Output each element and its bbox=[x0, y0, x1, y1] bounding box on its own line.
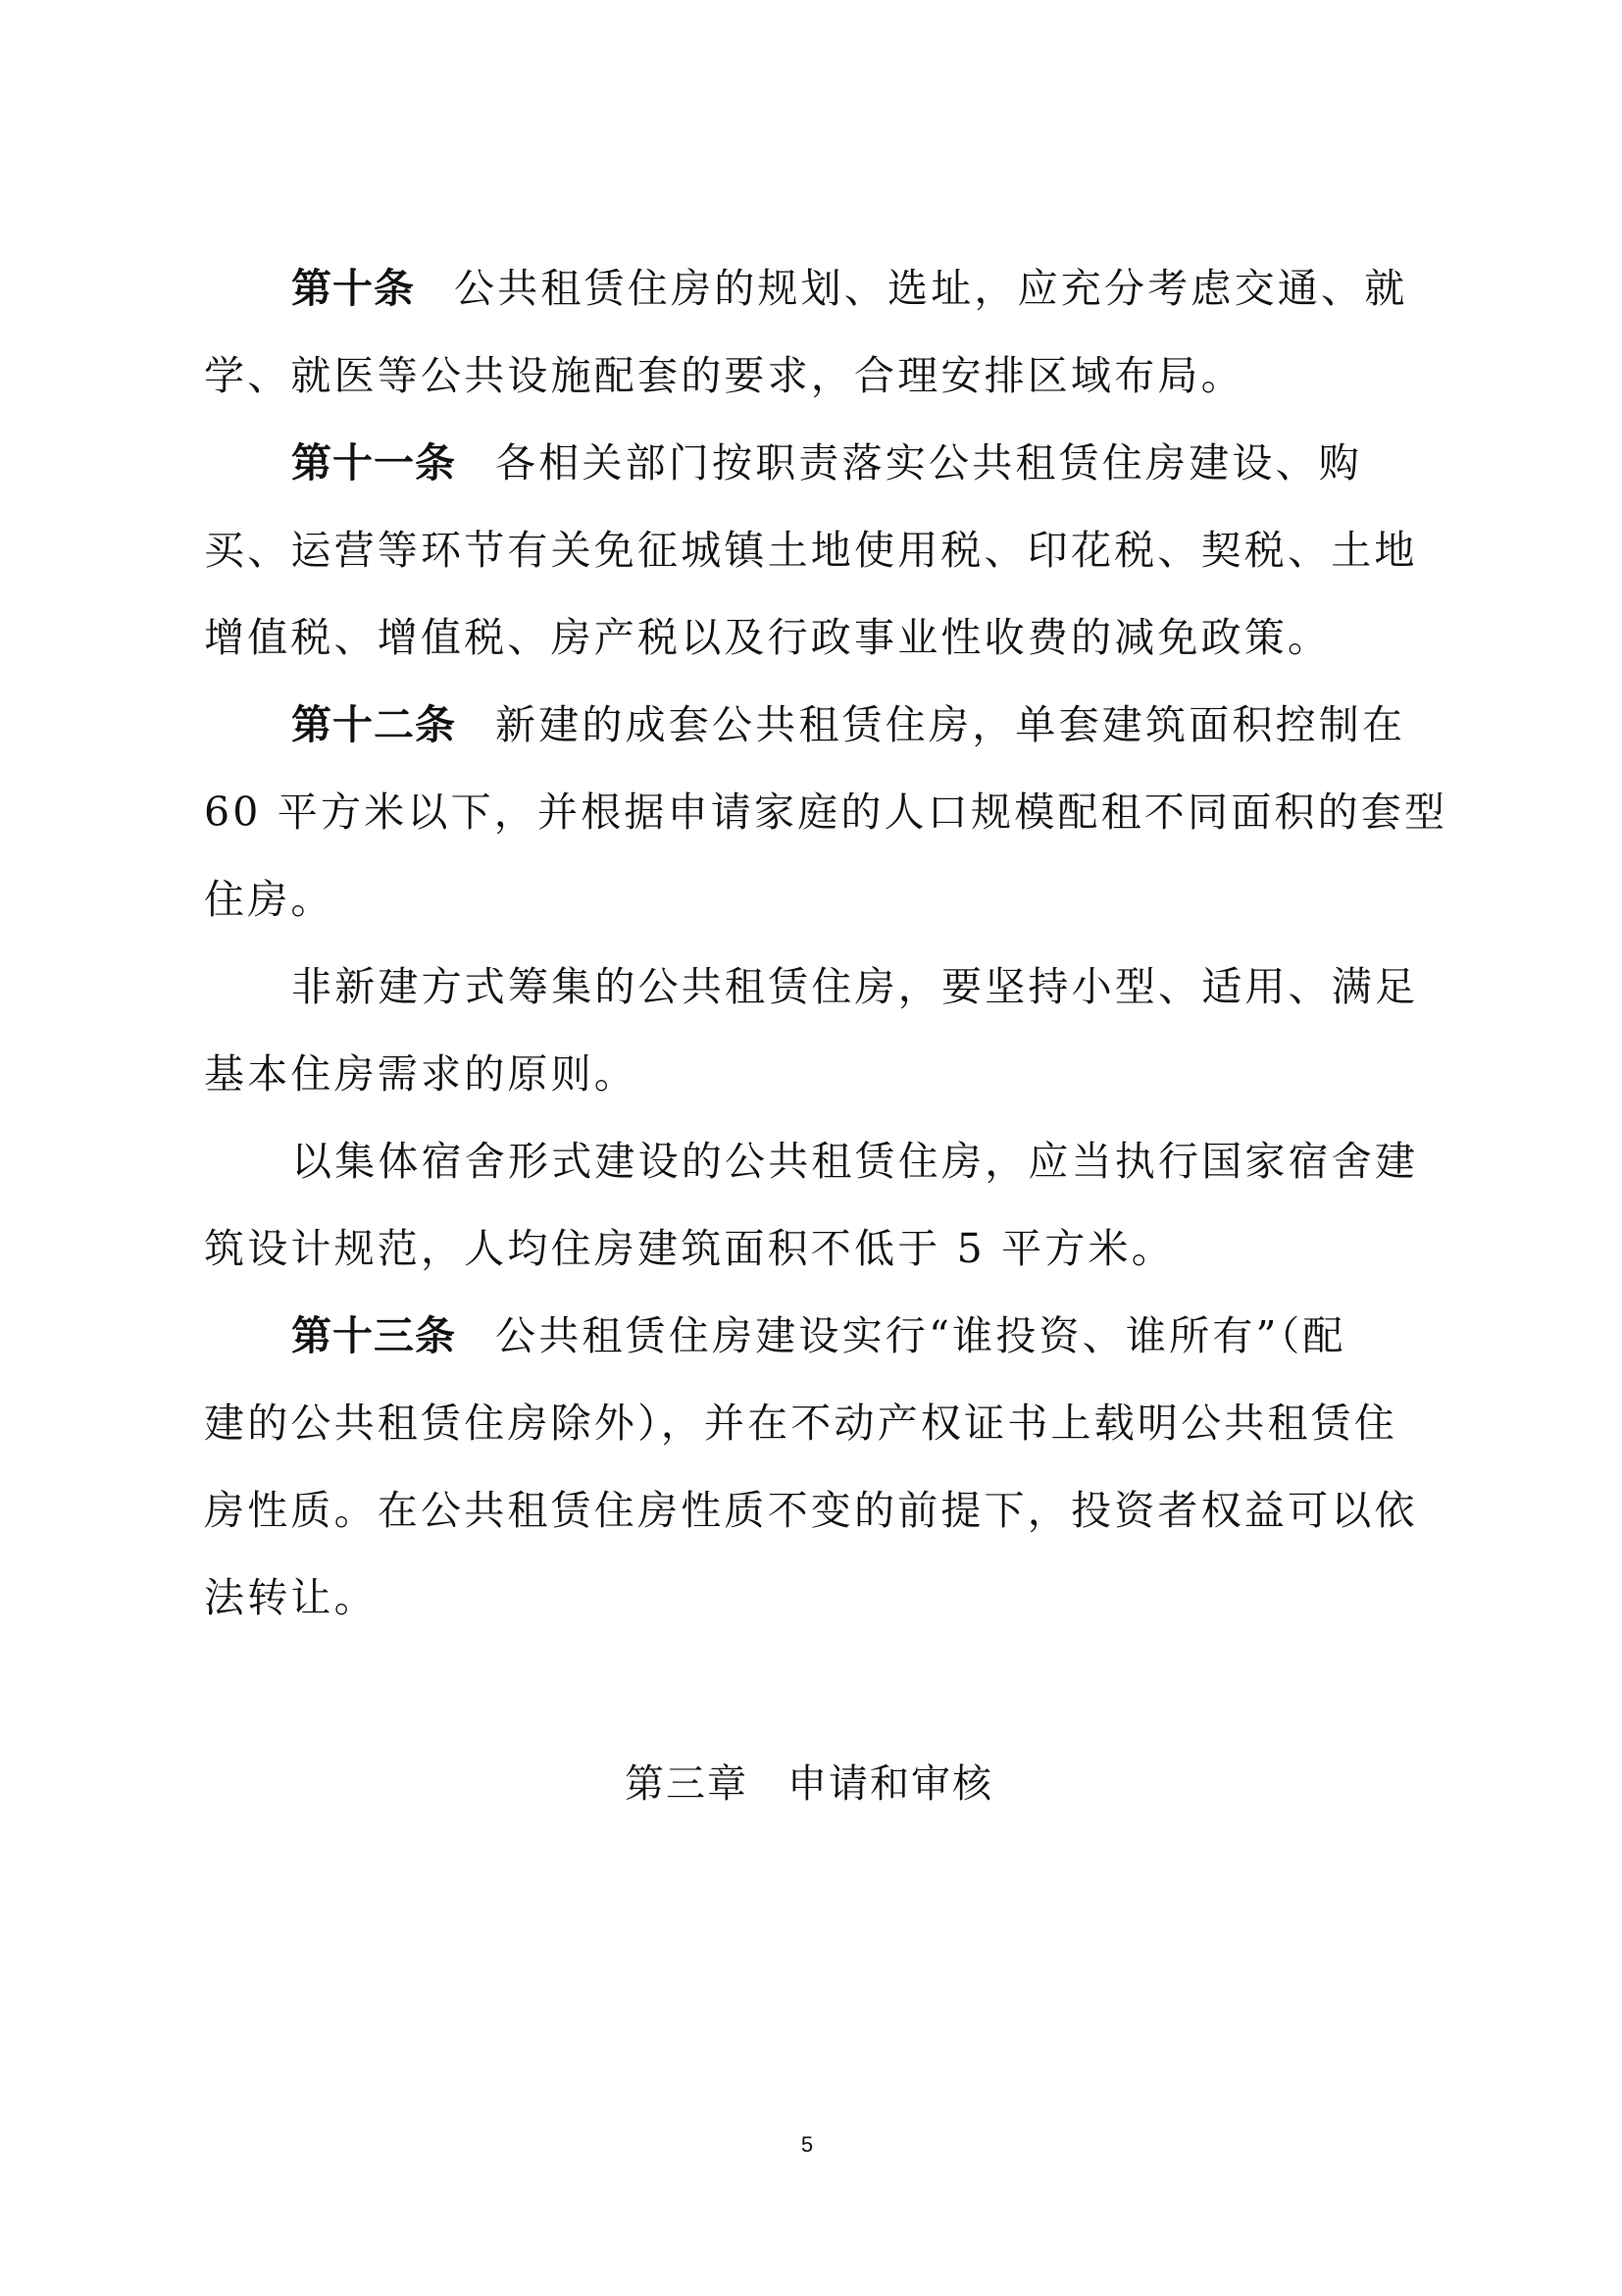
chapter-title: 申请和审核 bbox=[787, 1761, 993, 1807]
article-13-line-1 bbox=[291, 1293, 1424, 1380]
article-10-line-1 bbox=[291, 245, 1424, 332]
chapter-heading bbox=[549, 1760, 1069, 1809]
article-label: 第十一条 bbox=[291, 439, 456, 486]
article-text: 公共租赁住房建设实行“谁投资、谁所有”（配 bbox=[495, 1312, 1346, 1359]
article-10-line-2: 学、就医等公共设施配套的要求，合理安排区域布局。 bbox=[204, 352, 1244, 399]
article-12-line-1 bbox=[291, 682, 1424, 769]
paragraph-non-new-build-line-2: 基本住房需求的原则。 bbox=[204, 1050, 637, 1097]
article-label: 第十三条 bbox=[291, 1312, 456, 1359]
article-label: 第十条 bbox=[291, 265, 415, 312]
article-11-line-2: 买、运营等环节有关免征城镇土地使用税、印花税、契税、土地 bbox=[204, 527, 1418, 574]
article-12-line-2: 60 平方米以下，并根据申请家庭的人口规模配租不同面积的套型 bbox=[204, 789, 1448, 836]
paragraph-non-new-build-line-1: 非新建方式筹集的公共租赁住房，要坚持小型、适用、满足 bbox=[291, 963, 1419, 1010]
paragraph-dormitory-line-2: 筑设计规范，人均住房建筑面积不低于 5 平方米。 bbox=[204, 1225, 1175, 1272]
article-text: 公共租赁住房的规划、选址，应充分考虑交通、就 bbox=[454, 265, 1408, 312]
article-13-line-3: 房性质。在公共租赁住房性质不变的前提下，投资者权益可以依 bbox=[204, 1487, 1418, 1534]
article-11-line-1 bbox=[291, 420, 1424, 507]
article-text: 新建的成套公共租赁住房，单套建筑面积控制在 bbox=[495, 701, 1406, 748]
article-label: 第十二条 bbox=[291, 701, 456, 748]
article-13-line-4: 法转让。 bbox=[204, 1574, 378, 1621]
article-12-line-3: 住房。 bbox=[204, 876, 334, 923]
article-11-line-3: 增值税、增值税、房产税以及行政事业性收费的减免政策。 bbox=[204, 614, 1332, 661]
page-number: 5 bbox=[800, 2132, 814, 2157]
article-13-line-2: 建的公共租赁住房除外），并在不动产权证书上载明公共租赁住 bbox=[204, 1400, 1398, 1447]
paragraph-dormitory-line-1: 以集体宿舍形式建设的公共租赁住房，应当执行国家宿舍建 bbox=[291, 1138, 1419, 1185]
article-text: 各相关部门按职责落实公共租赁住房建设、购 bbox=[495, 439, 1362, 486]
chapter-number: 第三章 bbox=[625, 1761, 748, 1807]
